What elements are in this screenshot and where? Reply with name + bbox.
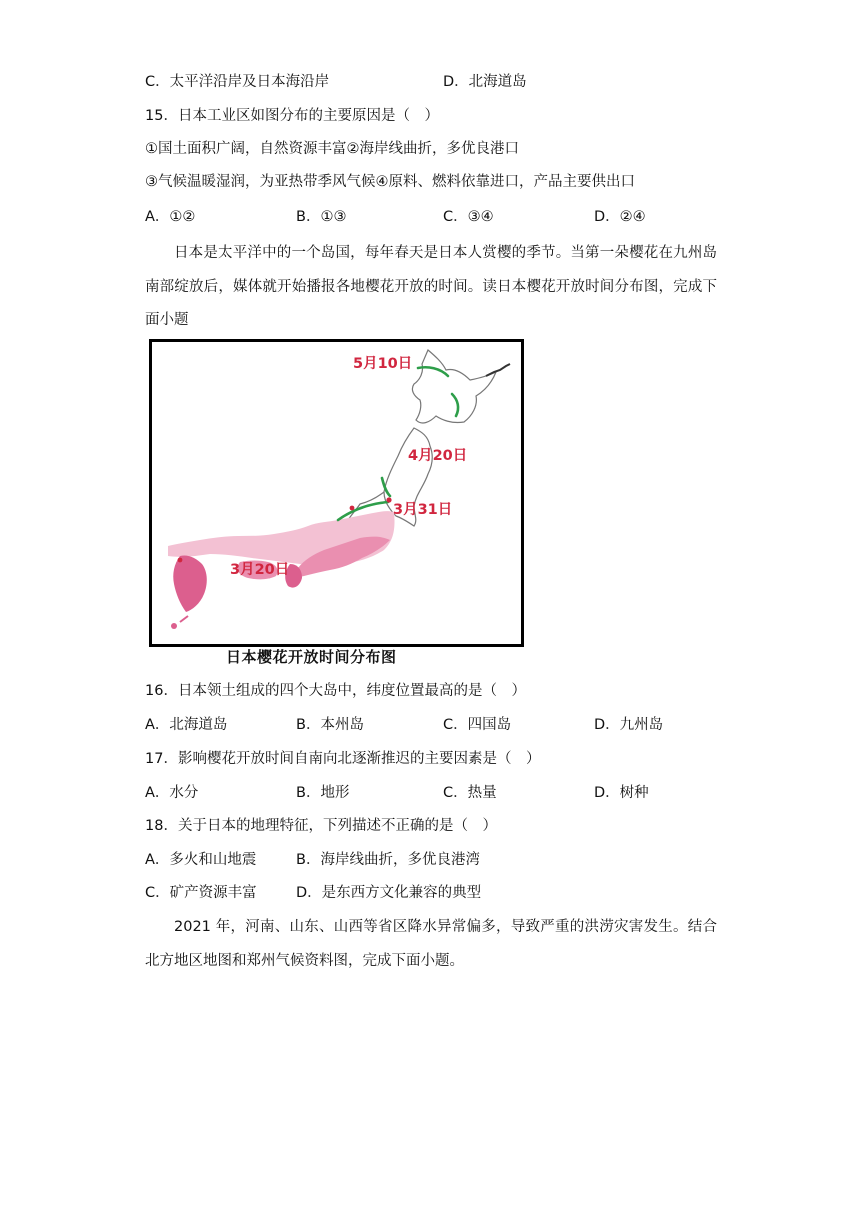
march-31-marker xyxy=(386,497,391,502)
kanazawa-marker xyxy=(350,506,355,511)
q15-option-c: C．③④ xyxy=(443,209,494,225)
kuril-islands-outline xyxy=(486,364,510,376)
q18-option-d: D．是东西方文化兼容的典型 xyxy=(296,885,482,901)
q18-option-c: C．矿产资源丰富 xyxy=(145,885,257,901)
q15-statement-1: ①国土面积广阔，自然资源丰富②海岸线曲折，多优良港口 xyxy=(145,141,519,157)
q15-statement-2: ③气候温暖湿润，为亚热带季风气候④原料、燃料依靠进口，产品主要供出口 xyxy=(145,174,635,190)
q18-option-a: A．多火和山地震 xyxy=(145,852,257,868)
q16-option-c: C．四国岛 xyxy=(443,717,512,733)
kyushu-marker xyxy=(178,558,183,563)
q14-option-c: C．太平洋沿岸及日本海沿岸 xyxy=(145,74,330,90)
label-march-20: 3月20日 xyxy=(230,562,290,578)
map-caption: 日本樱花开放时间分布图 xyxy=(226,648,397,666)
kyushu-bloom-region xyxy=(173,555,207,612)
q16-option-a: A．北海道岛 xyxy=(145,717,228,733)
label-april-20: 4月20日 xyxy=(408,448,468,464)
southwest-islands-dash xyxy=(180,616,188,622)
sakura-bloom-map xyxy=(149,339,524,647)
label-march-31: 3月31日 xyxy=(393,502,453,518)
q17-option-d: D．树种 xyxy=(594,785,649,801)
sakura-intro-paragraph: 日本是太平洋中的一个岛国，每年春天是日本人赏樱的季节。当第一朵樱花在九州岛南部绽放后，媒体就开始播报各地樱花开放的时间。读日本樱花开放时间分布图，完成下面小题 xyxy=(145,245,717,328)
hokkaido-outline xyxy=(412,350,496,423)
q15-stem: 15．日本工业区如图分布的主要原因是（ ） xyxy=(145,108,439,124)
q17-option-b: B．地形 xyxy=(296,785,350,801)
flood-intro-paragraph: 2021 年，河南、山东、山西等省区降水异常偏多，导致严重的洪涝灾害发生。结合北方地区地图和郑州气候资料图，完成下面小题。 xyxy=(145,919,717,969)
q14-option-d: D．北海道岛 xyxy=(443,74,527,90)
isoline-may-10-east xyxy=(452,394,458,416)
q15-option-a: A．①② xyxy=(145,209,196,225)
okinawa-dot xyxy=(171,623,177,629)
q16-stem: 16．日本领土组成的四个大岛中，纬度位置最高的是（ ） xyxy=(145,683,526,699)
q17-option-c: C．热量 xyxy=(443,785,497,801)
q17-stem: 17．影响樱花开放时间自南向北逐渐推迟的主要因素是（ ） xyxy=(145,751,541,767)
q15-option-d: D．②④ xyxy=(594,209,646,225)
q15-option-b: B．①③ xyxy=(296,209,347,225)
q16-option-d: D．九州岛 xyxy=(594,717,664,733)
q18-option-b: B．海岸线曲折，多优良港湾 xyxy=(296,852,480,868)
label-may-10: 5月10日 xyxy=(353,356,413,372)
q17-option-a: A．水分 xyxy=(145,785,199,801)
q16-option-b: B．本州岛 xyxy=(296,717,364,733)
q18-stem: 18．关于日本的地理特征，下列描述不正确的是（ ） xyxy=(145,818,497,834)
